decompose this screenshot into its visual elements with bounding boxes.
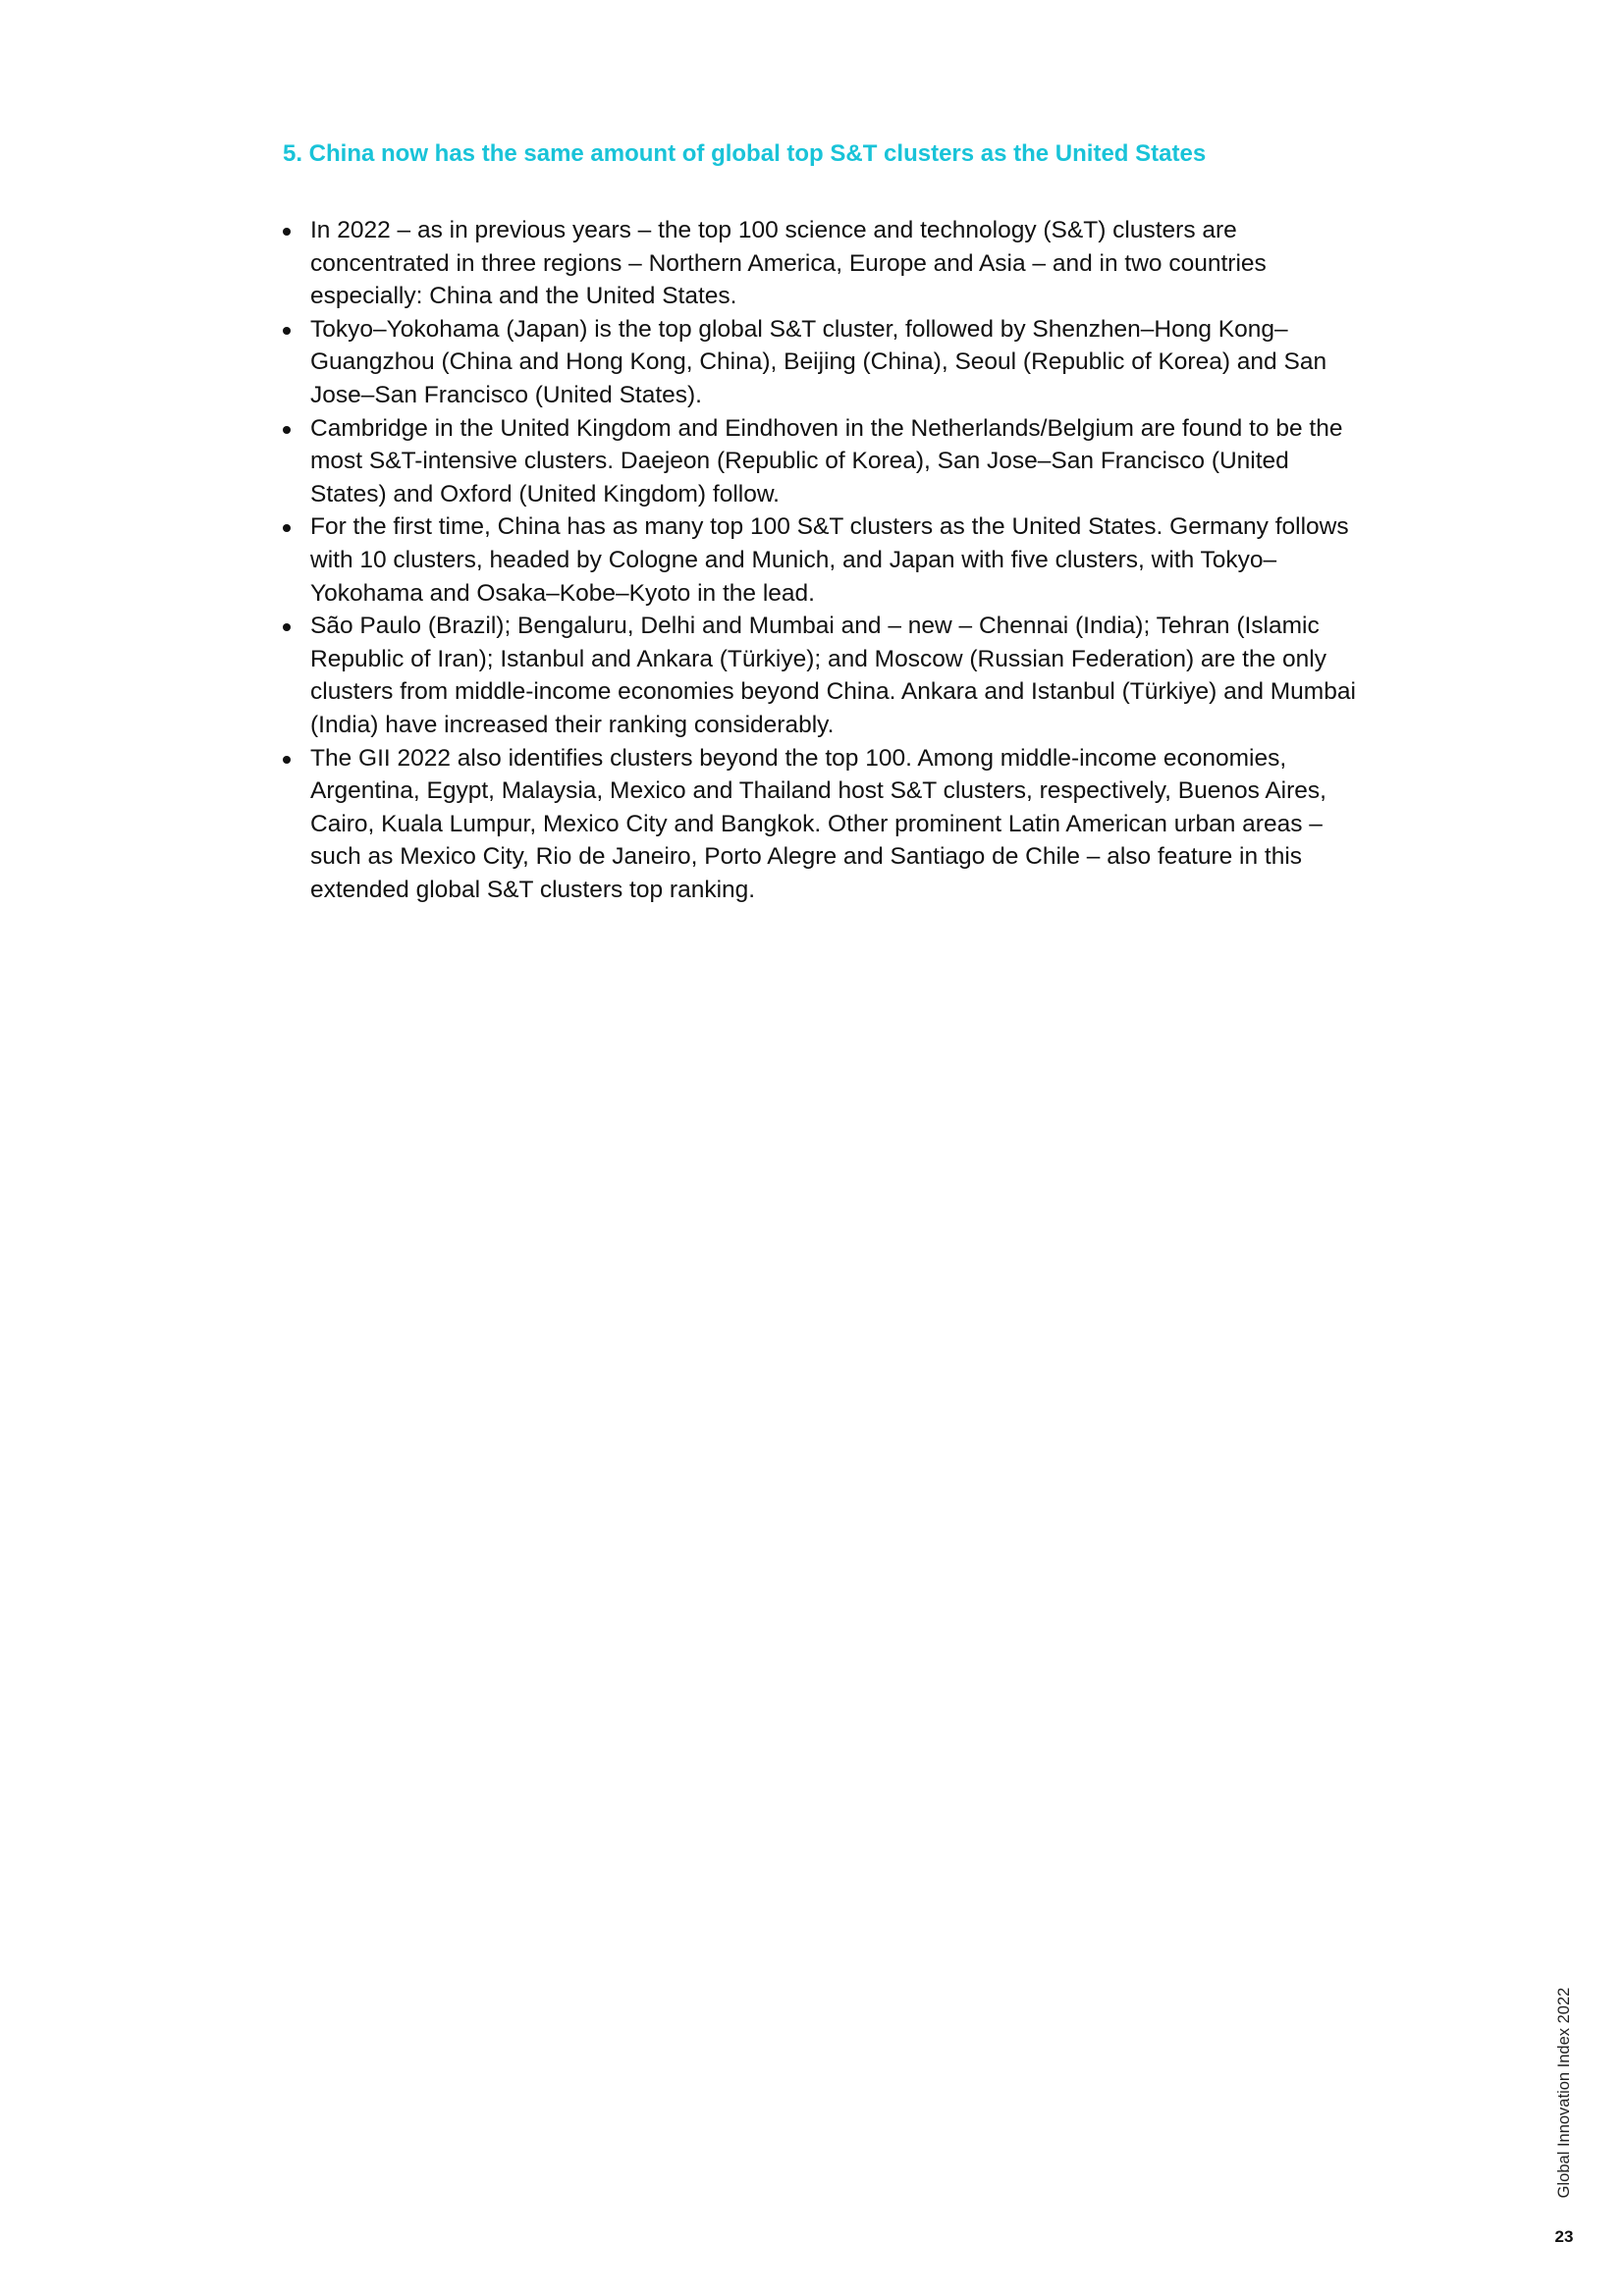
bullet-dot-icon <box>283 327 291 335</box>
bullet-text: Tokyo–Yokohama (Japan) is the top global S&T cluster, followed by Shenzhen–Hong Kong–Guangzhou (China and Hong Kong, China), Beijing (China), Seoul (Republic of Korea) and San Jose–San Francisco (United States). <box>310 315 1327 408</box>
bullet-dot-icon <box>283 426 291 434</box>
bullet-dot-icon <box>283 756 291 764</box>
bullet-item <box>283 214 1358 313</box>
bullet-list <box>283 214 1358 906</box>
bullet-text: The GII 2022 also identifies clusters beyond the top 100. Among middle-income economies, Argentina, Egypt, Malaysia, Mexico and Thailand host S&T clusters, respectively, Buenos Aires, Cairo, Kuala Lumpur, Mexico City and Bangkok. Other prominent Latin American urban areas – such as Mexico City, Rio de Janeiro, Porto Alegre and Santiago de Chile – also feature in this extended global S&T clusters top ranking. <box>310 744 1326 903</box>
main-content <box>283 137 1358 906</box>
bullet-text: Cambridge in the United Kingdom and Eindhoven in the Netherlands/Belgium are found to be the most S&T-intensive clusters. Daejeon (Republic of Korea), San Jose–San Francisco (United States) and Oxford (United Kingdom) follow. <box>310 414 1343 507</box>
publication-title: Global Innovation Index 2022 <box>1555 1987 1573 2198</box>
bullet-item <box>283 742 1358 907</box>
page-number: 23 <box>1554 2227 1574 2246</box>
bullet-item <box>283 412 1358 511</box>
section-heading: 5. China now has the same amount of global top S&T clusters as the United States <box>283 140 1207 167</box>
bullet-item <box>283 313 1358 412</box>
bullet-dot-icon <box>283 228 291 236</box>
bullet-item <box>283 610 1358 741</box>
bullet-item <box>283 510 1358 610</box>
bullet-dot-icon <box>283 623 291 631</box>
side-footer <box>1549 1967 1579 2217</box>
bullet-dot-icon <box>283 524 291 532</box>
bullet-text: São Paulo (Brazil); Bengaluru, Delhi and Mumbai and – new – Chennai (India); Tehran (Islamic Republic of Iran); Istanbul and Ankara (Türkiye); and Moscow (Russian Federation) are the only clusters from middle-income economies beyond China. Ankara and Istanbul (Türkiye) and Mumbai (India) have increased their ranking considerably. <box>310 613 1356 738</box>
bullet-text: In 2022 – as in previous years – the top 100 science and technology (S&T) clusters are concentrated in three regions – Northern America, Europe and Asia – and in two countries especially: China and the United States. <box>310 217 1267 310</box>
bullet-text: For the first time, China has as many top 100 S&T clusters as the United States. Germany follows with 10 clusters, headed by Cologne and Munich, and Japan with five clusters, with Tokyo–Yokohama and Osaka–Kobe–Kyoto in the lead. <box>310 513 1349 607</box>
